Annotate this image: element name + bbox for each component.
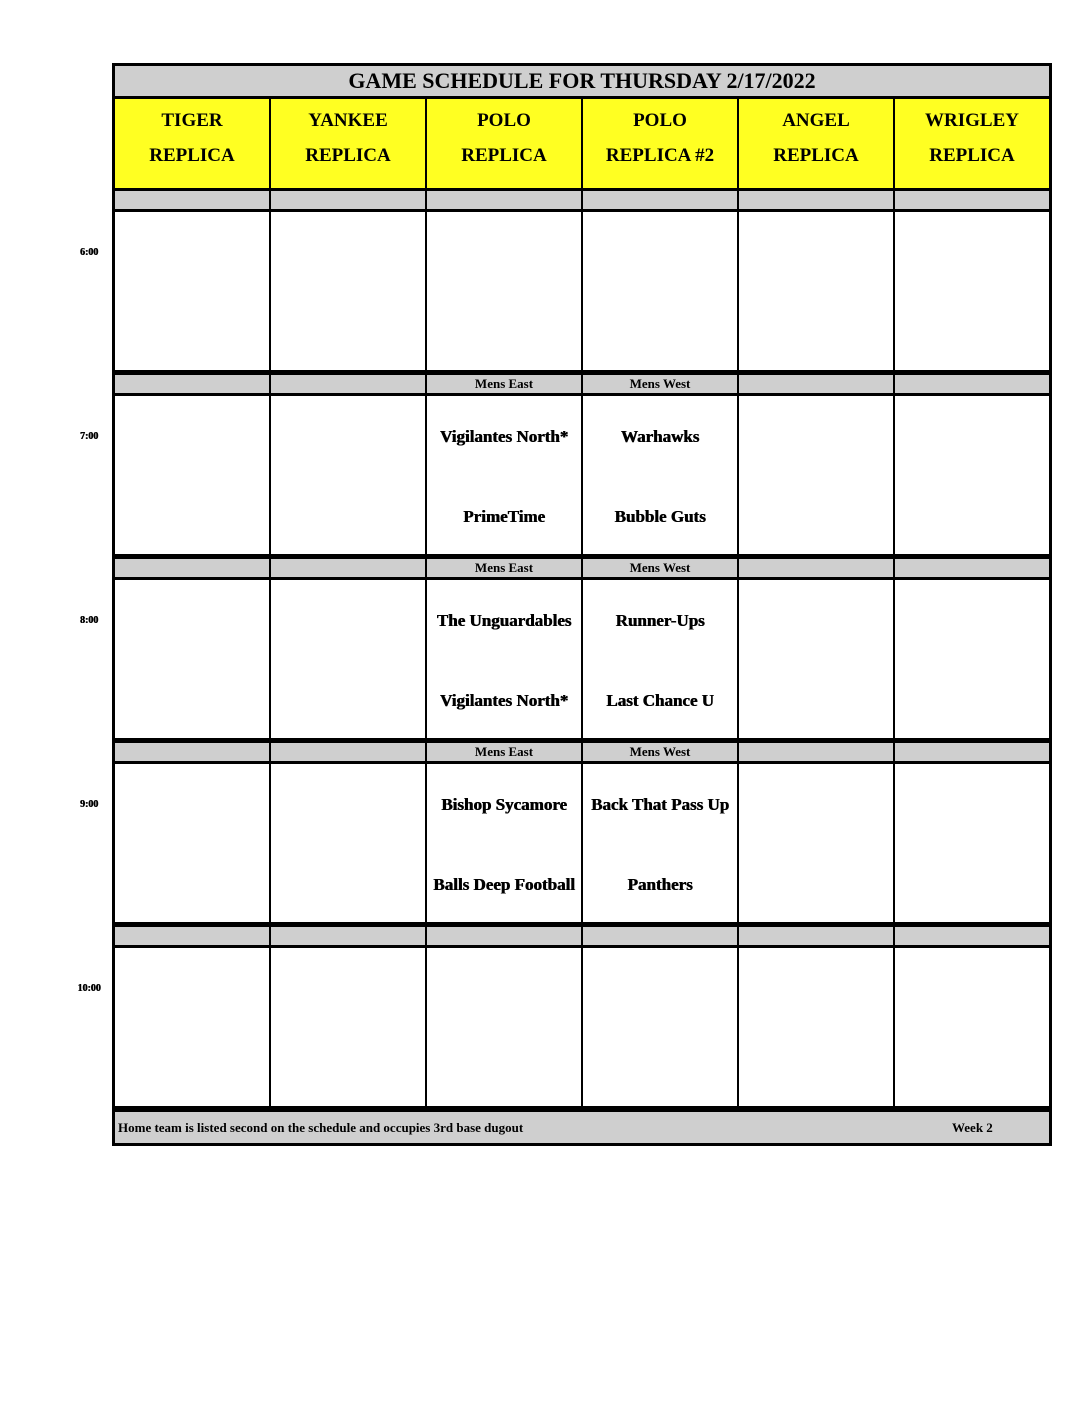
schedule-table (112, 63, 1052, 1146)
game-cell (115, 764, 269, 922)
game-cell (115, 212, 269, 370)
field-subname: REPLICA #2 (605, 145, 715, 166)
home-team: Balls Deep Football (433, 875, 575, 894)
division-label (427, 191, 581, 209)
division-label (115, 191, 269, 209)
division-label: Mens West (583, 559, 737, 577)
game-cell (271, 948, 425, 1106)
division-label: Mens East (427, 375, 581, 393)
field-name: ANGEL (782, 110, 850, 131)
game-cell (115, 396, 269, 554)
home-team: Vigilantes North* (439, 691, 569, 710)
division-label (739, 559, 893, 577)
game-cell (739, 948, 893, 1106)
division-label (115, 559, 269, 577)
game-cell (271, 212, 425, 370)
field-subname: REPLICA (149, 145, 235, 166)
division-label (271, 375, 425, 393)
game-cell (427, 764, 581, 922)
field-header (271, 99, 425, 188)
home-team: Panthers (627, 875, 693, 894)
division-label (895, 559, 1049, 577)
game-cell (895, 764, 1049, 922)
field-subname: REPLICA (461, 145, 547, 166)
game-cell (739, 212, 893, 370)
field-header (115, 99, 269, 188)
division-label (739, 375, 893, 393)
division-label: Mens West (583, 375, 737, 393)
game-cell (115, 580, 269, 738)
division-label (739, 743, 893, 761)
away-team: Bishop Sycamore (441, 795, 567, 814)
division-label (895, 927, 1049, 945)
field-header (739, 99, 893, 188)
time-label: 9:00 (79, 799, 99, 810)
home-team: Bubble Guts (614, 507, 706, 526)
home-team: Last Chance U (606, 691, 714, 710)
division-label (895, 743, 1049, 761)
game-cell (427, 396, 581, 554)
field-subname: REPLICA (773, 145, 859, 166)
division-label (427, 927, 581, 945)
division-label (583, 927, 737, 945)
game-cell (271, 764, 425, 922)
time-label: 6:00 (79, 247, 99, 258)
division-label (739, 927, 893, 945)
game-cell (895, 396, 1049, 554)
time-label: 8:00 (79, 615, 99, 626)
field-subname: REPLICA (305, 145, 391, 166)
game-cell (895, 212, 1049, 370)
division-label (115, 927, 269, 945)
time-label: 7:00 (79, 431, 99, 442)
field-header (427, 99, 581, 188)
game-cell (583, 396, 737, 554)
field-name: TIGER (161, 110, 223, 131)
game-cell (115, 948, 269, 1106)
game-cell (427, 580, 581, 738)
home-team-note: Home team is listed second on the schedule and occupies 3rd base dugout (118, 1120, 524, 1135)
away-team: The Unguardables (436, 611, 572, 630)
field-header (583, 99, 737, 188)
division-label (271, 559, 425, 577)
division-label (271, 191, 425, 209)
division-label (271, 927, 425, 945)
division-label (115, 743, 269, 761)
page-title: GAME SCHEDULE FOR THURSDAY 2/17/2022 (115, 66, 1049, 96)
away-team: Back That Pass Up (590, 795, 730, 814)
game-cell (427, 948, 581, 1106)
game-cell (739, 764, 893, 922)
home-team: PrimeTime (463, 507, 545, 526)
game-cell (583, 212, 737, 370)
away-team: Warhawks (620, 427, 700, 446)
division-label: Mens East (427, 743, 581, 761)
game-cell (583, 948, 737, 1106)
division-label (271, 743, 425, 761)
division-label: Mens West (583, 743, 737, 761)
game-cell (271, 396, 425, 554)
division-label (895, 375, 1049, 393)
field-name: POLO (633, 110, 687, 131)
game-cell (583, 764, 737, 922)
away-team: Runner-Ups (615, 611, 705, 630)
game-cell (739, 580, 893, 738)
game-cell (427, 212, 581, 370)
field-name: WRIGLEY (925, 110, 1019, 131)
division-label (739, 191, 893, 209)
division-label: Mens East (427, 559, 581, 577)
game-cell (271, 580, 425, 738)
game-cell (895, 580, 1049, 738)
footer-bar (115, 1112, 1049, 1143)
game-cell (739, 396, 893, 554)
field-header (895, 99, 1049, 188)
time-label: 10:00 (77, 983, 101, 994)
away-team: Vigilantes North* (439, 427, 569, 446)
week-label: Week 2 (952, 1120, 993, 1135)
field-name: POLO (477, 110, 531, 131)
division-label (115, 375, 269, 393)
division-label (583, 191, 737, 209)
game-cell (895, 948, 1049, 1106)
field-name: YANKEE (308, 110, 388, 131)
field-subname: REPLICA (929, 145, 1015, 166)
division-label (895, 191, 1049, 209)
game-cell (583, 580, 737, 738)
